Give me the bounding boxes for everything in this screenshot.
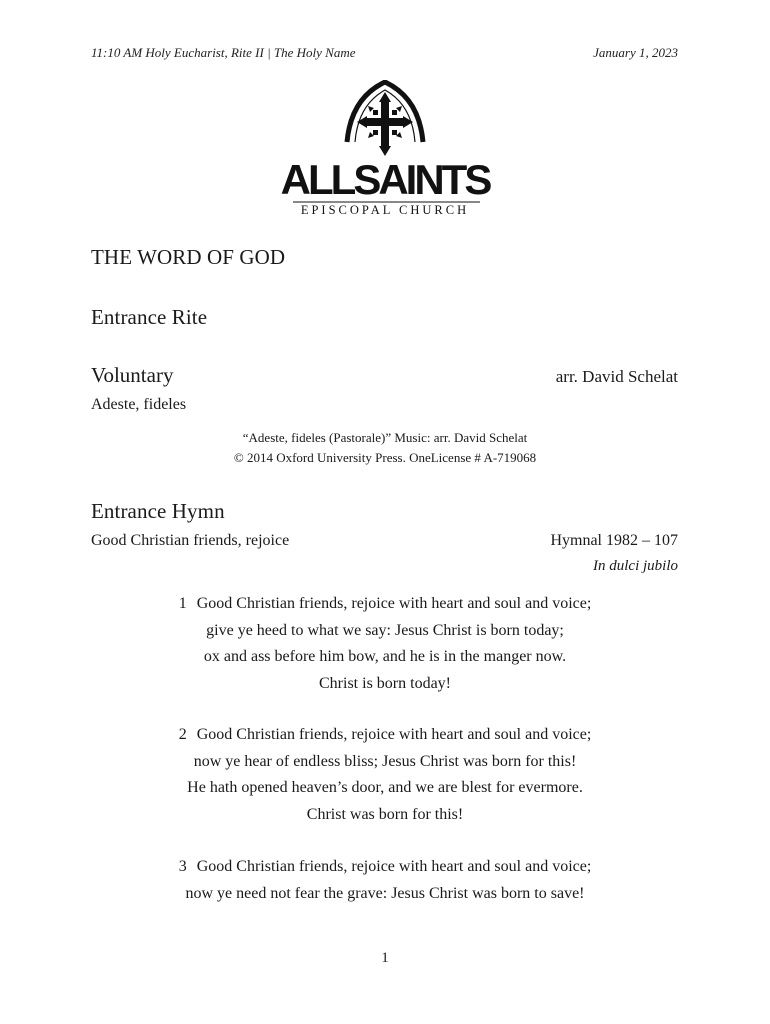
verse-line: give ye heed to what we say: Jesus Christ is born today; [206,621,564,639]
verse-line: 1 Good Christian friends, rejoice with heart and soul and voice; [178,595,592,612]
voluntary-piece: Adeste, fideles [91,396,187,413]
hymn-title: Good Christian friends, rejoice [91,532,290,549]
church-arch-cross-icon [275,80,495,220]
entrance-rite-heading: Entrance Rite [91,305,208,329]
hymn-verse [0,591,770,697]
entrance-hymn-heading: Entrance Hymn [91,499,225,523]
verse-number: 3 [178,858,187,875]
voluntary-credit [0,428,770,468]
hymnal-reference: Hymnal 1982 – 107 [550,532,678,549]
verse-line: Christ was born for this! [306,805,464,823]
hymn-info-row [91,532,678,550]
verse-number: 1 [178,595,187,612]
verse-line: now ye hear of endless bliss; Jesus Christ was born for this! [193,752,577,770]
header-date: January 1, 2023 [593,45,678,60]
credit-line-1: “Adeste, fideles (Pastorale)” Music: arr. David Schelat [242,430,528,445]
page-header [91,45,678,61]
voluntary-row [91,363,678,388]
verse-number: 2 [178,726,187,743]
svg-text:ALLSAINTS: ALLSAINTS [280,156,490,203]
verse-line: 3 Good Christian friends, rejoice with heart and soul and voice; [178,858,592,875]
all-saints-logo [275,80,495,220]
hymn-verse [0,854,770,907]
voluntary-heading: Voluntary [91,363,174,387]
hymn-verse [0,722,770,828]
verse-line: Christ is born today! [319,674,451,692]
header-service-title: 11:10 AM Holy Eucharist, Rite II | The Holy Name [91,45,356,60]
verse-line: ox and ass before him bow, and he is in the manger now. [203,648,567,665]
page-number: 1 [381,950,389,966]
verse-line: 2 Good Christian friends, rejoice with heart and soul and voice; [178,726,592,743]
verse-line: now ye need not fear the grave: Jesus Christ was born to save! [185,884,585,902]
hymn-tune-name: In dulci jubilo [593,558,678,574]
verse-line: He hath opened heaven’s door, and we are blest for evermore. [187,779,583,796]
credit-line-2: © 2014 Oxford University Press. OneLicense # A-719068 [233,450,537,465]
section-title: THE WORD OF GOD [91,245,286,269]
svg-text:EPISCOPAL CHURCH: EPISCOPAL CHURCH [300,203,470,217]
voluntary-arranger: arr. David Schelat [555,367,678,386]
